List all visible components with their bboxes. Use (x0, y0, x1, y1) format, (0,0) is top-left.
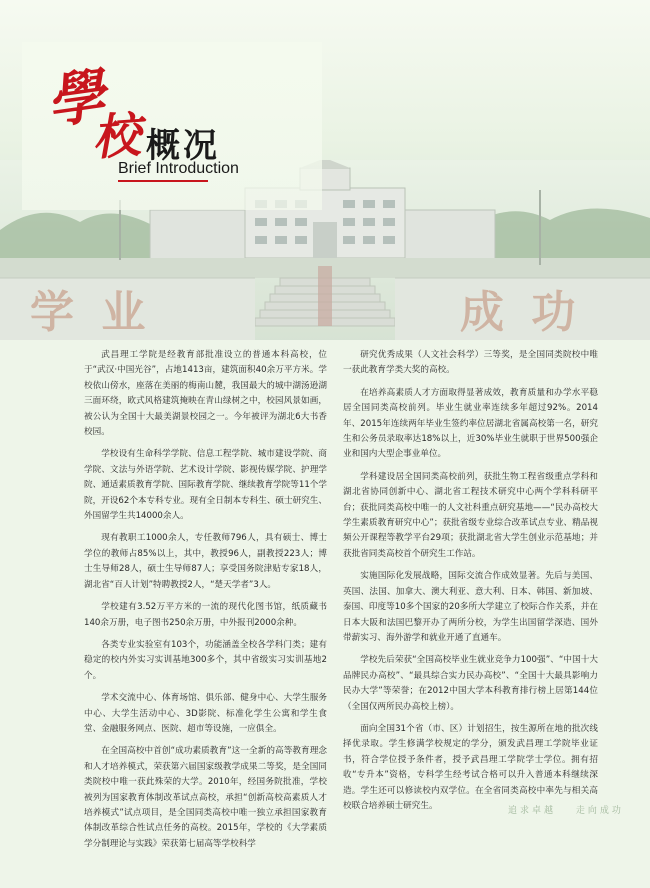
paragraph: 面向全国31个省（市、区）计划招生，按生源所在地的批次线择优录取。学生修满学校规定的学分，颁发武昌理工学院毕业证书，符合学位授予条件者，授予武昌理工学院学士学位。拥有招收“专升本”资格，专科学生经考试合格可以升入普通本科继续深造。学生还可以修读校内双学位。在全省同类高校中率先与相关高校联合培养硕士研究生。 (343, 723, 598, 811)
paragraph: 学校建有3.52万平方米的一流的现代化图书馆，纸质藏书140余万册，电子图书250余万册，中外报刊2000余种。 (84, 602, 327, 628)
footer-tag: 走向成功 (575, 806, 624, 816)
slogan-right: 成 功 (460, 287, 582, 338)
paragraph: 各类专业实验室有103个，功能涵盖全校各学科门类；建有稳定的校内外实习实训基地300多个，其中省级实习实训基地2个。 (84, 639, 327, 681)
footer-tags (508, 803, 638, 816)
right-column (343, 348, 598, 821)
paragraph: 学校设有生命科学学院、信息工程学院、城市建设学院、商学院、文法与外语学院、艺术设计学院、影视传媒学院、护理学院、通适素质教育学院、国际教育学院、继续教育学院等11个学院，开设62个本专科专业。现有全日制本专科生、硕士研究生、外国留学生共14000余人。 (84, 449, 327, 522)
paragraph: 现有教职工1000余人，专任教师796人，具有硕士、博士学位的教师占85%以上，其中，教授96人，副教授223人；博士生导师28人，硕士生导师87人；享受国务院津贴专家18人，湖北省“百人计划”特聘教授2人，“楚天学者”3人。 (84, 533, 327, 590)
calligraphy-char-1: 學 (42, 61, 110, 137)
title-underline (118, 180, 208, 182)
footer-tag: 追求卓越 (508, 806, 557, 816)
page-subtitle: Brief Introduction (118, 160, 239, 177)
paragraph: 研究优秀成果（人文社会科学）三等奖，是全国同类院校中唯一获此教育学类大奖的高校。 (343, 350, 598, 376)
paragraph: 在培养高素质人才方面取得显著成效，教育质量和办学水平稳居全国同类高校前列。毕业生就业率连续多年超过92%。2014年、2015年连续两年毕业生签约率位居湖北省属高校第一名，研究生和公务员录取率达18%以上，近30%毕业生就职于世界500强企业和国内大型企事业单位。 (343, 387, 598, 460)
calligraphy-char-2: 校 (90, 107, 143, 167)
paragraph: 学术交流中心、体育场馆、俱乐部、健身中心、大学生服务中心、大学生活动中心、3D影院、标准化学生公寓和学生食堂、金融服务网点、医院、超市等设施，一应俱全。 (84, 693, 327, 734)
paragraph: 学校先后荣获“全国高校毕业生就业竞争力100强”、“中国十大品牌民办高校”、“最具综合实力民办高校”、“全国十大最具影响力民办大学”等荣誉；在2012中国大学本科教育排行榜上居第144位（全国仅两所民办高校上榜）。 (343, 655, 598, 712)
page-title: 概况 (146, 126, 220, 166)
paragraph: 学科建设居全国同类高校前列，获批生物工程省级重点学科和湖北省协同创新中心、湖北省工程技术研究中心两个学科科研平台；获批同类高校中唯一的人文社科重点研究基地——“民办高校大学生素质教育研究中心”；获批省级专业综合改革试点专业、精品视频公开课程等教学平台29项；获批湖北省大学生创业示范基地；并获批省同类高校首个研究生工作站。 (343, 471, 598, 559)
paragraph: 在全国高校中首创“成功素质教育”这一全新的高等教育理念和人才培养模式，荣获第六届国家级教学成果二等奖，是全国同类院校中唯一获此殊荣的大学。2010年，经国务院批准，学校被列为国家教育体制改革试点高校，承担“创新高校高素质人才培养模式”试点项目，是全国同类高校中唯一独立承担国家教育体制改革综合性试点任务的高校。2015年，学校的《大学素质学分制理论与实践》荣获第七届高等学校科学 (84, 746, 327, 849)
left-column (84, 348, 327, 859)
slogan-left: 学 业 (30, 287, 152, 338)
paragraph: 武昌理工学院是经教育部批准设立的普通本科高校，位于“武汉·中国光谷”，占地1413亩，建筑面积40余万平方米。学校依山傍水，座落在美丽的梅南山麓，我国最大的城中湖汤逊湖三面环绕，欧式风格建筑掩映在青山绿树之中，校园风景如画，被公认为全国十大最美湖景校园之一。今年被评为湖北6大书香校园。 (84, 350, 327, 438)
paragraph: 实施国际化发展战略，国际交流合作成效显著。先后与美国、英国、法国、加拿大、澳大利亚、意大利、日本、韩国、新加坡、泰国、印度等10多个国家的20多所大学建立了校际合作关系，并在日本大阪和法国巴黎开办了两所分校，为学生出国留学深造、国外带薪实习、海外游学和就业开通了直通车。 (343, 571, 598, 643)
